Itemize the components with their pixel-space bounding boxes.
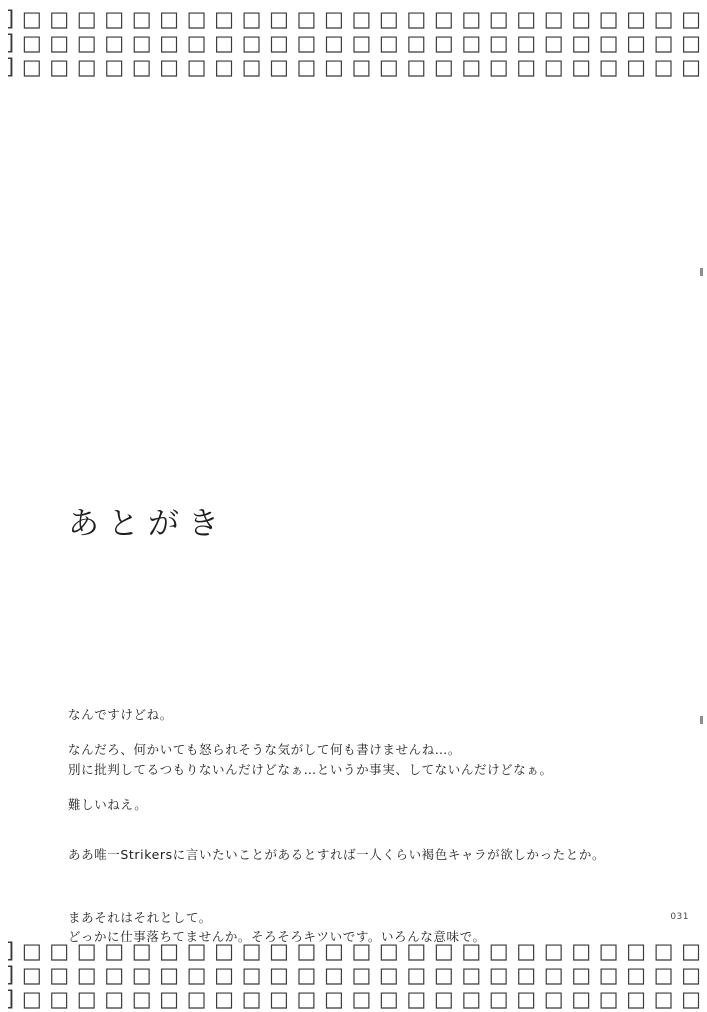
bracket-glyph: □: [681, 987, 701, 1011]
bracket-glyph: □: [269, 939, 289, 963]
bracket-glyph: □: [653, 987, 674, 1011]
bracket-glyph: □: [241, 31, 262, 55]
bracket-glyph: □: [681, 963, 701, 987]
bracket-glyph: □: [21, 7, 42, 31]
bracket-glyph: □: [461, 31, 482, 55]
bracket-glyph: □: [104, 7, 125, 31]
bracket-glyph: □: [76, 55, 97, 79]
bracket-glyph: □: [49, 963, 70, 987]
bracket-glyph: □: [571, 55, 592, 79]
bracket-glyph: □: [406, 987, 427, 1011]
bracket-glyph: □: [626, 7, 646, 31]
bracket-glyph: □: [269, 987, 289, 1011]
bracket-glyph: □: [571, 31, 592, 55]
bracket-glyph: □: [159, 939, 180, 963]
page-number: 031: [670, 912, 689, 922]
bracket-glyph: □: [543, 939, 564, 963]
bracket-glyph: □: [296, 31, 317, 55]
bracket-glyph: □: [516, 963, 537, 987]
afterword-line: 別に批判してるつもりないんだけどなぁ…というか事実、してないんだけどなぁ。: [68, 761, 553, 777]
bracket-glyph: □: [351, 939, 372, 963]
bracket-glyph: □: [186, 31, 207, 55]
bracket-glyph: □: [378, 939, 399, 963]
bracket-glyph: □: [571, 963, 592, 987]
bracket-glyph: □: [598, 31, 619, 55]
afterword-line: 難しいねえ。: [68, 797, 148, 813]
bracket-glyph: □: [653, 939, 674, 963]
bracket-row: [0, 56, 707, 80]
bracket-glyph: □: [378, 55, 399, 79]
bracket-glyph: □: [516, 31, 537, 55]
bracket-glyph: □: [214, 7, 234, 31]
bracket-glyph: □: [543, 31, 564, 55]
bracket-glyph: □: [131, 939, 152, 963]
bracket-glyph: □: [214, 939, 234, 963]
bracket-glyph: □: [433, 7, 454, 31]
bracket-glyph: □: [186, 963, 207, 987]
afterword-paragraph: [68, 908, 648, 947]
bracket-glyph: □: [598, 939, 619, 963]
bracket-glyph: □: [681, 939, 701, 963]
bracket-glyph: □: [269, 55, 289, 79]
bracket-glyph: □: [21, 55, 42, 79]
bracket-glyph: □: [104, 31, 125, 55]
bracket-glyph: □: [296, 987, 317, 1011]
bracket-glyph: □: [159, 7, 180, 31]
bracket-glyph: □: [543, 987, 564, 1011]
afterword-line: まあそれはそれとして。: [68, 909, 212, 925]
bracket-glyph: ]: [6, 31, 15, 55]
bracket-glyph: □: [543, 55, 564, 79]
bracket-glyph: □: [626, 987, 646, 1011]
bracket-glyph: □: [131, 55, 152, 79]
bracket-glyph: □: [351, 31, 372, 55]
bracket-glyph: □: [241, 939, 262, 963]
bracket-glyph: □: [488, 963, 509, 987]
bracket-glyph: □: [626, 31, 646, 55]
bracket-glyph: □: [186, 7, 207, 31]
bracket-glyph: □: [186, 55, 207, 79]
bracket-glyph: □: [241, 7, 262, 31]
bracket-glyph: □: [186, 987, 207, 1011]
bracket-glyph: □: [626, 55, 646, 79]
bracket-row: [0, 32, 707, 56]
bracket-glyph: □: [378, 987, 399, 1011]
bracket-glyph: □: [461, 55, 482, 79]
bracket-glyph: □: [49, 7, 70, 31]
bracket-glyph: □: [131, 963, 152, 987]
bracket-glyph: □: [406, 55, 427, 79]
bracket-glyph: □: [598, 987, 619, 1011]
side-tick-mark: [700, 716, 703, 724]
bracket-glyph: □: [571, 939, 592, 963]
bracket-glyph: □: [461, 939, 482, 963]
bracket-glyph: □: [323, 31, 344, 55]
bracket-glyph: □: [406, 963, 427, 987]
side-tick-mark: [700, 268, 703, 276]
afterword-paragraph: [68, 705, 648, 724]
bracket-glyph: □: [296, 939, 317, 963]
bracket-glyph: □: [516, 7, 537, 31]
bracket-glyph: □: [49, 939, 70, 963]
bracket-glyph: □: [571, 7, 592, 31]
bracket-glyph: □: [21, 987, 42, 1011]
bracket-glyph: □: [104, 939, 125, 963]
bracket-glyph: □: [351, 55, 372, 79]
bracket-glyph: ]: [6, 963, 15, 987]
bracket-glyph: □: [241, 963, 262, 987]
bracket-glyph: □: [49, 987, 70, 1011]
bracket-row: [0, 964, 707, 988]
bracket-glyph: □: [653, 55, 674, 79]
bracket-glyph: □: [433, 55, 454, 79]
bracket-glyph: □: [488, 987, 509, 1011]
bracket-glyph: □: [21, 31, 42, 55]
bracket-glyph: □: [186, 939, 207, 963]
bracket-glyph: ]: [6, 939, 15, 963]
bracket-glyph: ]: [6, 987, 15, 1011]
bracket-glyph: □: [571, 987, 592, 1011]
bracket-glyph: □: [626, 939, 646, 963]
bracket-glyph: □: [214, 31, 234, 55]
bracket-glyph: □: [351, 7, 372, 31]
bracket-glyph: □: [76, 987, 97, 1011]
bracket-glyph: □: [598, 55, 619, 79]
bracket-glyph: □: [516, 55, 537, 79]
bracket-glyph: □: [681, 55, 701, 79]
bracket-glyph: □: [378, 7, 399, 31]
bracket-glyph: □: [296, 963, 317, 987]
afterword-paragraph: [68, 845, 648, 864]
bracket-glyph: □: [488, 939, 509, 963]
bracket-glyph: □: [351, 987, 372, 1011]
top-border-decoration: [0, 8, 707, 80]
bracket-glyph: □: [653, 31, 674, 55]
bracket-glyph: □: [516, 987, 537, 1011]
bracket-glyph: □: [104, 55, 125, 79]
bracket-glyph: □: [159, 963, 180, 987]
bracket-glyph: □: [626, 963, 646, 987]
bracket-glyph: □: [406, 939, 427, 963]
bracket-glyph: □: [323, 987, 344, 1011]
bracket-glyph: □: [433, 963, 454, 987]
bracket-glyph: □: [269, 963, 289, 987]
bracket-glyph: □: [241, 987, 262, 1011]
bracket-glyph: □: [351, 963, 372, 987]
bracket-glyph: □: [76, 963, 97, 987]
bracket-glyph: □: [104, 987, 125, 1011]
bracket-glyph: □: [49, 31, 70, 55]
afterword-line: なんだろ、何かいても怒られそうな気がして何も書けませんね…。: [68, 742, 462, 758]
bracket-glyph: □: [488, 7, 509, 31]
afterword-line: なんですけどね。: [68, 707, 173, 722]
bracket-glyph: □: [214, 987, 234, 1011]
bracket-glyph: □: [461, 963, 482, 987]
bracket-glyph: □: [406, 7, 427, 31]
bracket-glyph: □: [653, 7, 674, 31]
bracket-glyph: □: [159, 987, 180, 1011]
bracket-glyph: □: [433, 987, 454, 1011]
bracket-glyph: ]: [6, 55, 15, 79]
afterword-paragraph: [68, 740, 648, 779]
bracket-glyph: □: [543, 7, 564, 31]
bracket-glyph: □: [378, 963, 399, 987]
bracket-glyph: □: [49, 55, 70, 79]
bracket-glyph: □: [488, 55, 509, 79]
bracket-glyph: □: [543, 963, 564, 987]
bracket-glyph: □: [653, 963, 674, 987]
bracket-glyph: □: [104, 963, 125, 987]
bracket-glyph: □: [681, 7, 701, 31]
bracket-glyph: □: [296, 7, 317, 31]
bracket-glyph: □: [76, 7, 97, 31]
bracket-glyph: ]: [6, 7, 15, 31]
bracket-glyph: □: [214, 55, 234, 79]
bracket-glyph: □: [159, 55, 180, 79]
bracket-glyph: □: [159, 31, 180, 55]
bracket-row: [0, 988, 707, 1012]
bracket-glyph: □: [378, 31, 399, 55]
bracket-glyph: □: [323, 55, 344, 79]
afterword-body: [68, 705, 648, 963]
bracket-glyph: □: [323, 939, 344, 963]
bracket-glyph: □: [433, 31, 454, 55]
bracket-glyph: □: [76, 939, 97, 963]
bracket-glyph: □: [598, 963, 619, 987]
bracket-glyph: □: [433, 939, 454, 963]
bracket-glyph: □: [131, 31, 152, 55]
afterword-paragraph: [68, 795, 648, 814]
bracket-glyph: □: [406, 31, 427, 55]
bracket-glyph: □: [76, 31, 97, 55]
bracket-row: [0, 8, 707, 32]
bracket-glyph: □: [681, 31, 701, 55]
bracket-glyph: □: [21, 963, 42, 987]
bracket-glyph: □: [296, 55, 317, 79]
bracket-glyph: □: [214, 963, 234, 987]
afterword-line: ああ唯一Strikersに言いたいことがあるとすれば一人くらい褐色キャラが欲しかったとか。: [68, 846, 606, 862]
bracket-glyph: □: [131, 987, 152, 1011]
bracket-glyph: □: [241, 55, 262, 79]
bracket-glyph: □: [461, 987, 482, 1011]
bracket-glyph: □: [461, 7, 482, 31]
bracket-glyph: □: [598, 7, 619, 31]
bracket-glyph: □: [269, 31, 289, 55]
page-title: あとがき: [68, 505, 228, 542]
bracket-glyph: □: [21, 939, 42, 963]
bracket-glyph: □: [323, 7, 344, 31]
bracket-glyph: □: [131, 7, 152, 31]
bracket-glyph: □: [516, 939, 537, 963]
afterword-line: どっかに仕事落ちてませんか。そろそろキツいです。いろんな意味で。: [68, 929, 486, 945]
bracket-glyph: □: [269, 7, 289, 31]
bracket-glyph: □: [323, 963, 344, 987]
bracket-glyph: □: [488, 31, 509, 55]
